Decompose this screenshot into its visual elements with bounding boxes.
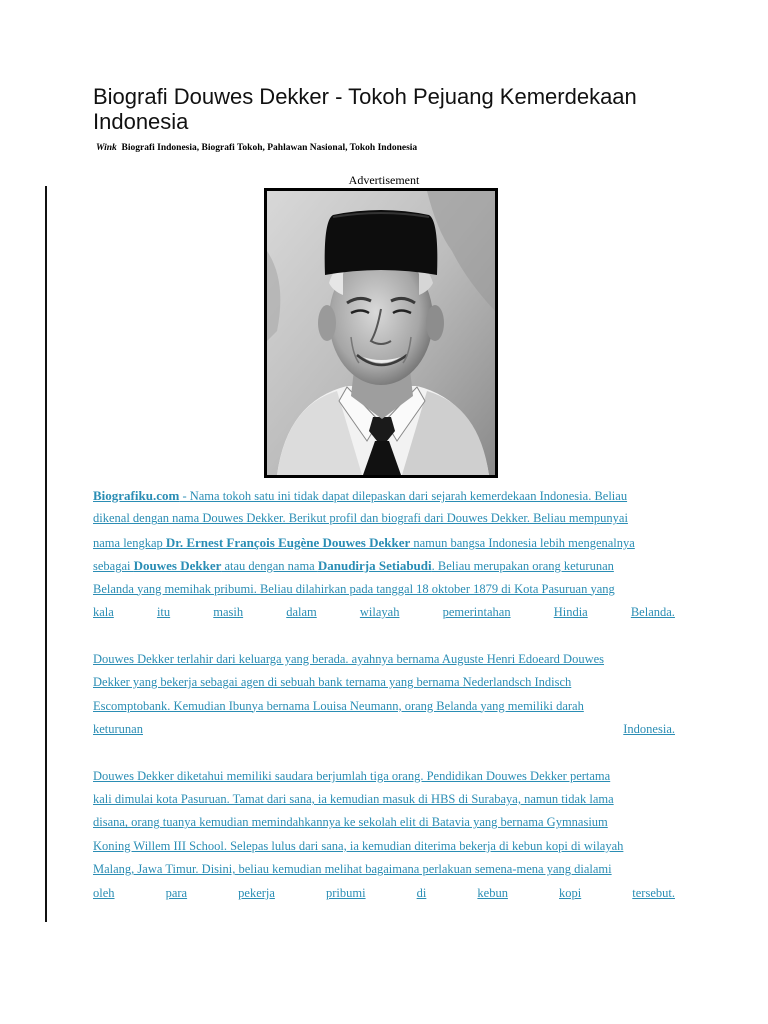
name-link-danudirja[interactable]: Danudirja Setiabudi: [317, 558, 432, 574]
advertisement-label: Advertisement: [348, 173, 420, 187]
paragraph-line[interactable]: Belanda yang memihak pribumi. Beliau dilahirkan pada tanggal 18 oktober 1879 di Kota Pasuruan yang: [93, 581, 615, 596]
paragraph-line[interactable]: kali dimulai kota Pasuruan. Tamat dari sana, ia kemudian masuk di HBS di Surabaya, namun tidak lama: [93, 792, 614, 807]
page-title: Biografi Douwes Dekker - Tokoh Pejuang Kemerdekaan Indonesia: [93, 84, 637, 134]
author-name[interactable]: Wink: [96, 143, 117, 153]
paragraph-line[interactable]: dikenal dengan nama Douwes Dekker. Berikut profil dan biografi dari Douwes Dekker. Beliau mempunyai: [93, 511, 628, 526]
paragraph-line-justified[interactable]: oleh para pekerja pribumi di kebun kopi tersebut.: [93, 885, 675, 900]
category-list[interactable]: Biografi Indonesia, Biografi Tokoh, Pahlawan Nasional, Tokoh Indonesia: [121, 143, 418, 153]
paragraph-line[interactable]: Dekker yang bekerja sebagai agen di sebuah bank ternama yang bernama Nederlandsch Indisch: [93, 675, 572, 690]
paragraph-line[interactable]: sebagai Douwes Dekker atau dengan nama Danudirja Setiabudi. Beliau merupakan orang keturunan: [93, 558, 614, 574]
source-link[interactable]: Biografiku.com: [93, 488, 180, 503]
paragraph-line-justified[interactable]: keturunan Indonesia.: [93, 721, 675, 736]
left-margin-bar: [45, 186, 47, 922]
paragraph-line[interactable]: Malang, Jawa Timur. Disini, beliau kemudian melihat bagaimana perlakuan semena-mena yang dialami: [93, 862, 612, 877]
full-name-link[interactable]: Dr. Ernest François Eugène Douwes Dekker: [165, 534, 411, 550]
paragraph-line[interactable]: Douwes Dekker terlahir dari keluarga yang berada. ayahnya bernama Auguste Henri Edoeard Douwes: [93, 651, 605, 666]
name-link-douwes-dekker[interactable]: Douwes Dekker: [133, 558, 222, 574]
paragraph-line[interactable]: Biografiku.com - Nama tokoh satu ini tidak dapat dilepaskan dari sejarah kemerdekaan Indonesia. Beliau: [93, 488, 628, 503]
paragraph-line-justified[interactable]: kala itu masih dalam wilayah pemerintahan Hindia Belanda.: [93, 604, 675, 619]
paragraph-line[interactable]: Escomptobank. Kemudian Ibunya bernama Louisa Neumann, orang Belanda yang memiliki darah: [93, 698, 584, 713]
paragraph-line[interactable]: disana, orang tuanya kemudian memindahkannya ke sekolah elit di Batavia yang bernama Gymnasium: [93, 815, 608, 830]
paragraph-line[interactable]: Douwes Dekker diketahui memiliki saudara berjumlah tiga orang. Pendidikan Douwes Dekker pertama: [93, 768, 611, 783]
article-body: [93, 484, 675, 905]
paragraph-line[interactable]: Koning Willem III School. Selepas lulus dari sana, ia kemudian diterima bekerja di kebun kopi di wilayah: [93, 838, 624, 853]
portrait-photo: [264, 188, 498, 478]
paragraph-line[interactable]: nama lengkap Dr. Ernest François Eugène Douwes Dekker namun bangsa Indonesia lebih mengenalnya: [93, 534, 635, 550]
post-meta: [96, 143, 417, 153]
